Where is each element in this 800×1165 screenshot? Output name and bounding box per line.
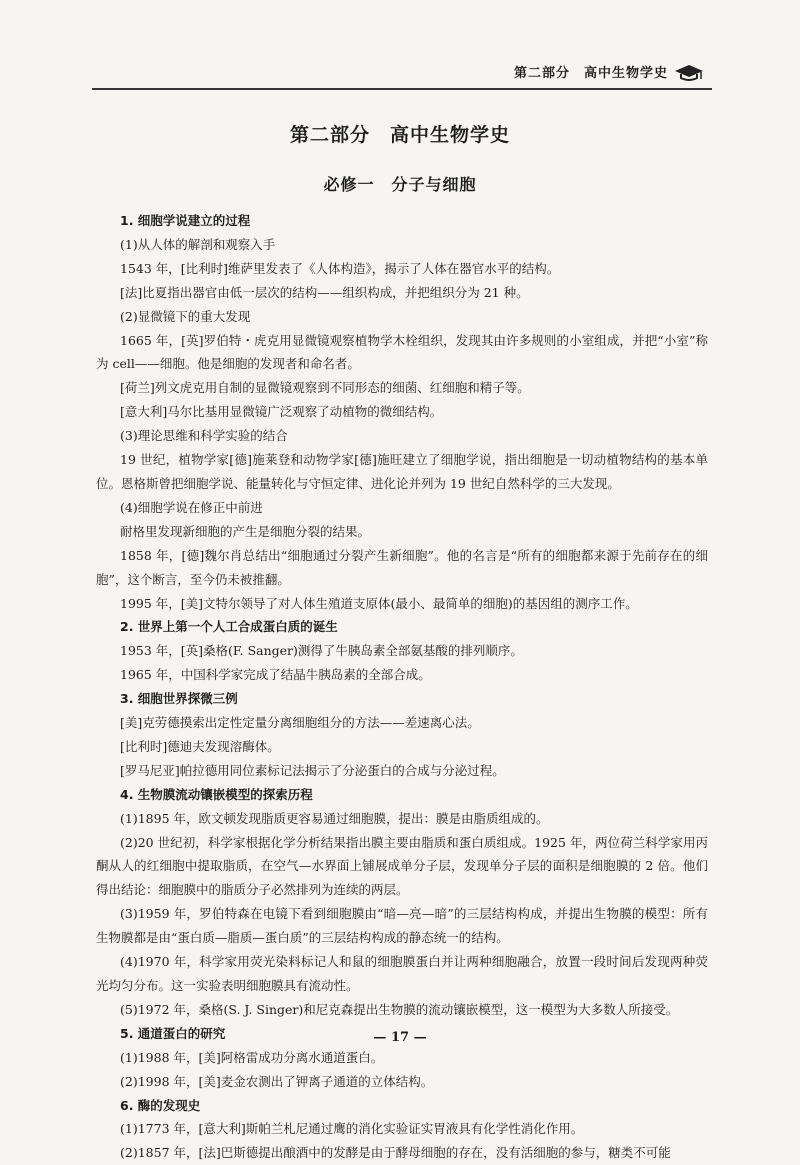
paragraph: 19 世纪，植物学家[德]施莱登和动物学家[德]施旺建立了细胞学说，指出细胞是一切动植物结构的基本单位。恩格斯曾把细胞学说、能量转化与守恒定律、进化论并列为 19 世纪自然科学的三大发现。	[96, 452, 708, 491]
paragraph: (3)理论思维和科学实验的结合	[120, 428, 288, 444]
paragraph: [荷兰]列文虎克用自制的显微镜观察到不同形态的细菌、红细胞和精子等。	[120, 380, 530, 396]
paragraph: [法]比夏指出器官由低一层次的结构——组织构成，并把组织分为 21 种。	[120, 284, 529, 300]
paragraph: (2)20 世纪初，科学家根据化学分析结果指出膜主要由脂质和蛋白质组成。1925 年，两位荷兰科学家用丙酮从人的红细胞中提取脂质，在空气—水界面上铺展成单分子层，发现单分子层的面积是细胞膜的 2 倍。他们得出结论：细胞膜中的脂质分子必然排列为连续的两层。	[96, 834, 708, 898]
paragraph: (1)从人体的解剖和观察入手	[120, 236, 276, 252]
section-heading: 3. 细胞世界探微三例	[120, 691, 238, 707]
paragraph: 1965 年，中国科学家完成了结晶牛胰岛素的全部合成。	[120, 667, 431, 683]
paragraph: [罗马尼亚]帕拉德用同位素标记法揭示了分泌蛋白的合成与分泌过程。	[120, 762, 505, 778]
section-title: 必修一 分子与细胞	[323, 175, 477, 194]
section-heading: 6. 酶的发现史	[120, 1097, 201, 1113]
paragraph: (1)1895 年，欧文顿发现脂质更容易通过细胞膜，提出：膜是由脂质组成的。	[120, 810, 549, 826]
paragraph: (4)1970 年，科学家用荧光染料标记人和鼠的细胞膜蛋白并让两种细胞融合，放置一段时间后发现两种荧光均匀分布。这一实验表明细胞膜具有流动性。	[96, 954, 708, 993]
paragraph: 1953 年，[英]桑格(F. Sanger)测得了牛胰岛素全部氨基酸的排列顺序。	[120, 643, 523, 659]
paragraph: (4)细胞学说在修正中前进	[120, 499, 263, 515]
page-number: — 17 —	[373, 1030, 427, 1045]
running-head-text: 第二部分 高中生物学史	[513, 66, 668, 81]
paragraph: (2)1857 年，[法]巴斯德提出酿酒中的发酵是由于酵母细胞的存在，没有活细胞的参与，糖类不可能	[120, 1145, 671, 1161]
paragraph: (2)显微镜下的重大发现	[120, 308, 251, 324]
header-rule	[92, 88, 712, 90]
graduation-cap-icon	[674, 63, 704, 81]
paragraph: (2)1998 年，[美]麦金农测出了钾离子通道的立体结构。	[120, 1073, 434, 1089]
paragraph: (1)1773 年，[意大利]斯帕兰札尼通过鹰的消化实验证实胃液具有化学性消化作用。	[120, 1121, 584, 1137]
page-title: 第二部分 高中生物学史	[289, 124, 510, 146]
paragraph: [比利时]德迪夫发现溶酶体。	[120, 738, 280, 754]
section-heading: 1. 细胞学说建立的过程	[120, 213, 251, 228]
paragraph: 1995 年，[美]文特尔领导了对人体生殖道支原体(最小、最简单的细胞)的基因组的测序工作。	[120, 595, 638, 611]
body-text	[96, 209, 708, 1165]
paragraph: 1858 年，[德]魏尔肖总结出“细胞通过分裂产生新细胞”。他的名言是“所有的细胞都来源于先前存在的细胞”，这个断言，至今仍未被推翻。	[96, 547, 708, 587]
paragraph: [意大利]马尔比基用显微镜广泛观察了动植物的微细结构。	[120, 404, 443, 420]
section-heading: 5. 通道蛋白的研究	[120, 1025, 226, 1041]
paragraph: (3)1959 年，罗伯特森在电镜下看到细胞膜由“暗—亮—暗”的三层结构构成，并提出生物膜的模型：所有生物膜都是由“蛋白质—脂质—蛋白质”的三层结构构成的静态统一的结构。	[96, 906, 708, 946]
running-head	[514, 62, 704, 81]
paragraph: 1665 年，[英]罗伯特・虎克用显微镜观察植物学木栓组织，发现其由许多规则的小室组成，并把“小室”称为 cell——细胞。他是细胞的发现者和命名者。	[96, 332, 708, 372]
paragraph: [美]克劳德摸索出定性定量分离细胞组分的方法——差速离心法。	[120, 715, 480, 731]
paragraph: (5)1972 年，桑格(S. J. Singer)和尼克森提出生物膜的流动镶嵌模型，这一模型为大多数人所接受。	[120, 1001, 679, 1017]
section-heading: 4. 生物膜流动镶嵌模型的探索历程	[120, 786, 313, 802]
paragraph: 耐格里发现新细胞的产生是细胞分裂的结果。	[120, 523, 371, 539]
paragraph: (1)1988 年，[美]阿格雷成功分离水通道蛋白。	[120, 1049, 384, 1065]
paragraph: 1543 年，[比利时]维萨里发表了《人体构造》，揭示了人体在器官水平的结构。	[120, 260, 560, 276]
section-heading: 2. 世界上第一个人工合成蛋白质的诞生	[120, 619, 338, 635]
